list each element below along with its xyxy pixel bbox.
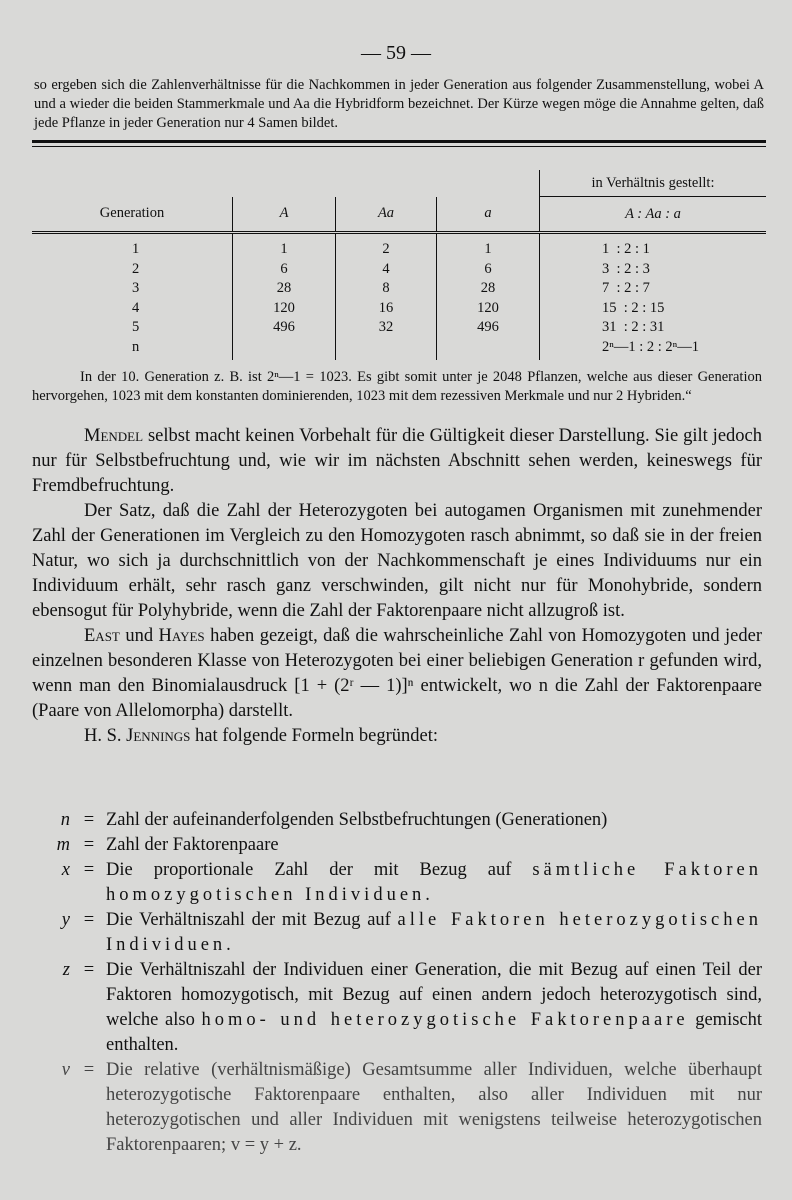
paragraph-jennings (32, 724, 762, 749)
column-A: 1 6 28 120 496 (233, 233, 336, 361)
definition-emphasis: alle Faktoren heterozygotischen Individuen. (106, 910, 762, 955)
header-A-text: A (279, 205, 289, 222)
definition-text: Zahl der Faktorenpaare (106, 835, 279, 855)
table-row (32, 233, 766, 361)
equals-sign: = (83, 960, 95, 980)
equals-sign: = (83, 810, 95, 830)
header-a-text: a (484, 205, 492, 222)
definition-text (100, 908, 762, 958)
definition-text (100, 858, 762, 908)
definition-tail: gemischt enthalten. (106, 1010, 763, 1055)
definition-item (32, 1058, 762, 1158)
equals-sign: = (83, 835, 95, 855)
main-text (32, 424, 762, 749)
definition-emphasis: sämtliche Faktoren homozygotischen Individuen. (106, 860, 762, 905)
paragraph-text: hat folgende Formeln begründet: (190, 726, 439, 746)
definition-symbol: m (56, 835, 70, 855)
header-spacer (233, 170, 336, 197)
definition-item (32, 908, 762, 958)
author-east: East (84, 626, 120, 646)
header-Aa-text: Aa (377, 205, 395, 222)
header-ratio-text: A : Aa : a (625, 205, 681, 222)
header-A (233, 197, 336, 233)
generation-table (32, 170, 766, 360)
definition-symbol: y (61, 910, 70, 930)
definition-emphasis: homo- und heterozygotische Faktorenpaare (201, 1010, 689, 1030)
header-spacer (336, 170, 437, 197)
definition-text (100, 958, 762, 1058)
header-Aa (336, 197, 437, 233)
column-Aa: 2 4 8 16 32 (336, 233, 437, 361)
paragraph-text: haben gezeigt, daß die wahrscheinliche Zahl von Homozygoten und jeder einzelnen besonderen Klasse von Heterozygoten bei einer beliebigen Generation r gefunden wird, wenn man den Binomialausdruck [1 + (2ʳ — 1)]ⁿ entwickelt, wo n die Zahl der Faktorenpaare (Paare von Allelomorpha) darstellt. (32, 626, 762, 721)
definition-symbol: x (61, 860, 70, 880)
paragraph-east-hayes (32, 624, 762, 724)
definition-text: Zahl der aufeinanderfolgenden Selbstbefruchtungen (Generationen) (106, 810, 608, 830)
definition-symbol: v (61, 1060, 70, 1080)
column-ratio: 1 : 2 : 1 3 : 2 : 3 7 : 2 : 7 15 : 2 : 15 31 : 2 : 31 2ⁿ—1 : 2 : 2ⁿ—1 (540, 233, 767, 361)
definition-lead: Die Verhältniszahl der mit Bezug auf (106, 910, 398, 930)
double-rule-top (32, 140, 766, 143)
paragraph-heterozygoten: Der Satz, daß die Zahl der Heterozygoten bei autogamen Organismen mit zunehmender Zahl der Generationen im Vergleich zu den Homozygoten rasch abnimmt, so daß sie in der freien Natur, wo sich ja durchschnittlich von der Nachkommenschaft je eines Individuums nur ein Individuum erhält, sehr rasch ganz verschwinden, gilt nicht nur für Monohybride, sondern ebensogut für Polyhybride, wenn die Zahl der Faktorenpaare nicht allzugroß ist. (32, 501, 762, 621)
equals-sign: = (83, 860, 95, 880)
definition-item (32, 858, 762, 908)
definition-item (32, 958, 762, 1058)
header-generation: Generation (32, 197, 233, 233)
definition-item (32, 808, 762, 833)
column-generation: 1 2 3 4 5 n (132, 241, 140, 355)
paragraph-text: selbst macht keinen Vorbehalt für die Gültigkeit dieser Darstellung. Sie gilt jedoch nur für Selbstbefruchtung und, wie wir im nächsten Abschnitt sehen werden, keineswegs für Fremdbefruchtung. (32, 426, 762, 496)
ratio-group-header: in Verhältnis gestellt: (540, 170, 767, 197)
definition-symbol: z (62, 960, 70, 980)
definition-item (32, 833, 762, 858)
column-a: 1 6 28 120 496 (437, 233, 540, 361)
equals-sign: = (83, 1060, 95, 1080)
definition-symbol: n (60, 810, 70, 830)
header-spacer (437, 170, 540, 197)
author-mendel: Mendel (84, 426, 144, 446)
header-ratio (540, 197, 767, 233)
page-number: — 59 — (361, 42, 431, 64)
conjunction: und (119, 626, 159, 646)
equals-sign: = (83, 910, 95, 930)
definition-text: Die relative (verhältnismäßige) Gesamtsumme aller Individuen, welche überhaupt heterozygotische Faktorenpaare enthalten, also aller Individuen mit nur heterozygotischen und aller Individuen mit wenigstens teilweise heterozygotischen Faktorenpaaren; v = y + z. (106, 1060, 762, 1155)
intro-paragraph: so ergeben sich die Zahlenverhältnisse für die Nachkommen in jeder Generation aus folgender Zusammenstellung, wobei A und a wieder die beiden Stammerkmale und Aa die Hybridform bezeichnet. Der Kürze wegen möge die Annahme gelten, daß jede Pflanze in jeder Generation nur 4 Samen bildet. (34, 77, 764, 131)
definition-lead: Die proportionale Zahl der mit Bezug auf (106, 860, 533, 880)
paragraph-mendel (32, 424, 762, 499)
author-hayes: Hayes (158, 626, 205, 646)
definitions-list (32, 808, 762, 1158)
header-a (437, 197, 540, 233)
double-rule-bottom (32, 146, 766, 147)
header-spacer (32, 170, 233, 197)
author-jennings: H. S. Jennings (84, 726, 191, 746)
table-note: In der 10. Generation z. B. ist 2ⁿ—1 = 1023. Es gibt somit unter je 2048 Pflanzen, welche aus dieser Generation hervorgehen, 1023 mit dem konstanten dominierenden, 1023 mit dem rezessiven Merkmale und nur 2 Hybriden.“ (32, 369, 762, 404)
definition-lead: Die Verhältniszahl der Individuen einer Generation, die mit Bezug auf einen Teil der Faktoren homozygotisch, mit Bezug auf einen andern jedoch heterozygotisch sind, welche also (106, 960, 762, 1030)
